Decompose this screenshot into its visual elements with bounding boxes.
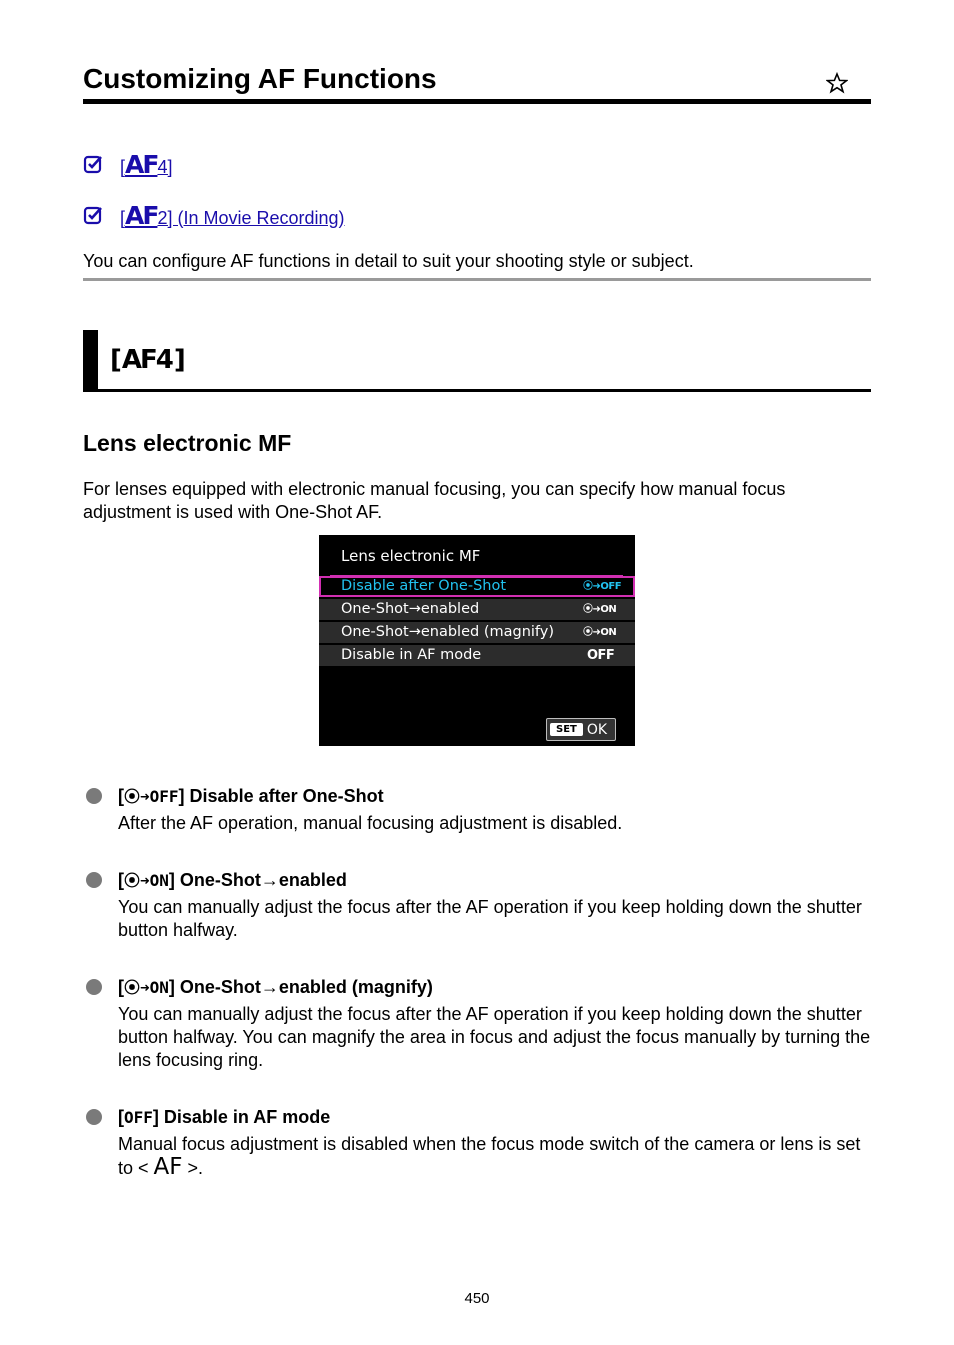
option-title-text: One-Shot→enabled (magnify) (179, 977, 433, 997)
link-label: 4] (157, 156, 173, 177)
link-bracket: [ (120, 207, 126, 228)
star-icon (826, 72, 848, 94)
bullet-icon (86, 788, 102, 804)
af-to-off-icon: ⦿➜OFF (124, 787, 179, 806)
option-title-text: Disable in AF mode (163, 1107, 331, 1127)
checkbox-icon (83, 154, 103, 174)
screen-menu-item[interactable] (319, 599, 635, 620)
link-bracket: [ (120, 156, 126, 177)
option-description-end: >. (187, 1158, 204, 1178)
page-number: 450 (464, 1290, 490, 1307)
section-divider (83, 389, 871, 392)
option-title: [⦿➜ON] One-Shot→enabled (118, 870, 347, 890)
screen-menu-item[interactable] (319, 576, 635, 597)
link-af2-movie[interactable] (120, 201, 345, 230)
subsection-description: For lenses equipped with electronic manual focusing, you can specify how manual focus adjustment is used with One-Shot AF. (83, 479, 786, 522)
screen-menu-item[interactable] (319, 622, 635, 643)
section-number: 4 (155, 345, 174, 375)
bullet-icon (86, 1109, 102, 1125)
set-label: SET (550, 723, 583, 736)
link-af4[interactable] (120, 150, 172, 179)
af-to-on-icon: ⦿➜ON (583, 604, 617, 615)
option-title: [⦿➜ON] One-Shot→enabled (magnify) (118, 977, 433, 997)
link-row-af2-movie (83, 201, 345, 229)
option-title: [⦿➜OFF] Disable after One-Shot (118, 786, 384, 806)
subsection-title: Lens electronic MF (83, 430, 292, 456)
ok-label: OK (586, 721, 608, 738)
bullet-icon (86, 979, 102, 995)
af-to-on-icon: ⦿➜ON (124, 871, 169, 890)
screen-title: Lens electronic MF (341, 547, 481, 565)
intro-text: You can configure AF functions in detail to suit your shooting style or subject. (83, 251, 694, 271)
af-glyph: AF (153, 1154, 183, 1180)
option-title: [OFF] Disable in AF mode (118, 1107, 331, 1127)
option-description: You can manually adjust the focus after the AF operation if you keep holding down the shutter button halfway. You can magnify the area in focus and adjust the focus manually by turning the lens focusing ring. (118, 1004, 871, 1070)
af-to-on-magnify-icon: ⦿➜ON (124, 978, 169, 997)
menu-item-label: Disable after One-Shot (341, 578, 507, 594)
menu-item-label: One-Shot→enabled (magnify) (341, 624, 554, 640)
off-icon: OFF (587, 648, 615, 663)
option-description: You can manually adjust the focus after the AF operation if you keep holding down the shutter button halfway. (118, 897, 862, 940)
option-title-text: One-Shot→enabled (179, 870, 347, 890)
section-bracket-open: [ (110, 345, 122, 375)
option-description: After the AF operation, manual focusing adjustment is disabled. (118, 813, 623, 833)
page-title: Customizing AF Functions (83, 63, 437, 94)
section-marker (83, 330, 98, 392)
bullet-icon (86, 872, 102, 888)
set-ok-button[interactable] (546, 718, 616, 741)
menu-item-label: One-Shot→enabled (341, 601, 480, 617)
af-glyph: AF (125, 149, 158, 179)
off-icon: OFF (124, 1108, 153, 1127)
af-glyph: AF (121, 345, 156, 375)
checkbox-icon (83, 205, 103, 225)
menu-item-label: Disable in AF mode (341, 647, 482, 663)
screen-menu-item[interactable] (319, 645, 635, 666)
af-to-off-icon: ⦿➜OFF (583, 581, 622, 592)
section-bracket-close: ] (173, 345, 186, 375)
af-glyph: AF (125, 200, 158, 230)
af-to-on-magnify-icon: ⦿➜ON (583, 627, 617, 638)
option-title-text: Disable after One-Shot (189, 786, 384, 806)
section-heading (110, 340, 186, 380)
option-description (118, 1133, 873, 1180)
link-row-af4 (83, 150, 172, 178)
camera-menu-screenshot (319, 535, 635, 746)
title-divider (83, 99, 871, 104)
option-description-text: Manual focus adjustment is disabled when the focus mode switch of the camera or lens is set to < (118, 1134, 861, 1178)
intro-divider (83, 278, 871, 281)
link-label: 2] (In Movie Recording) (157, 207, 345, 228)
